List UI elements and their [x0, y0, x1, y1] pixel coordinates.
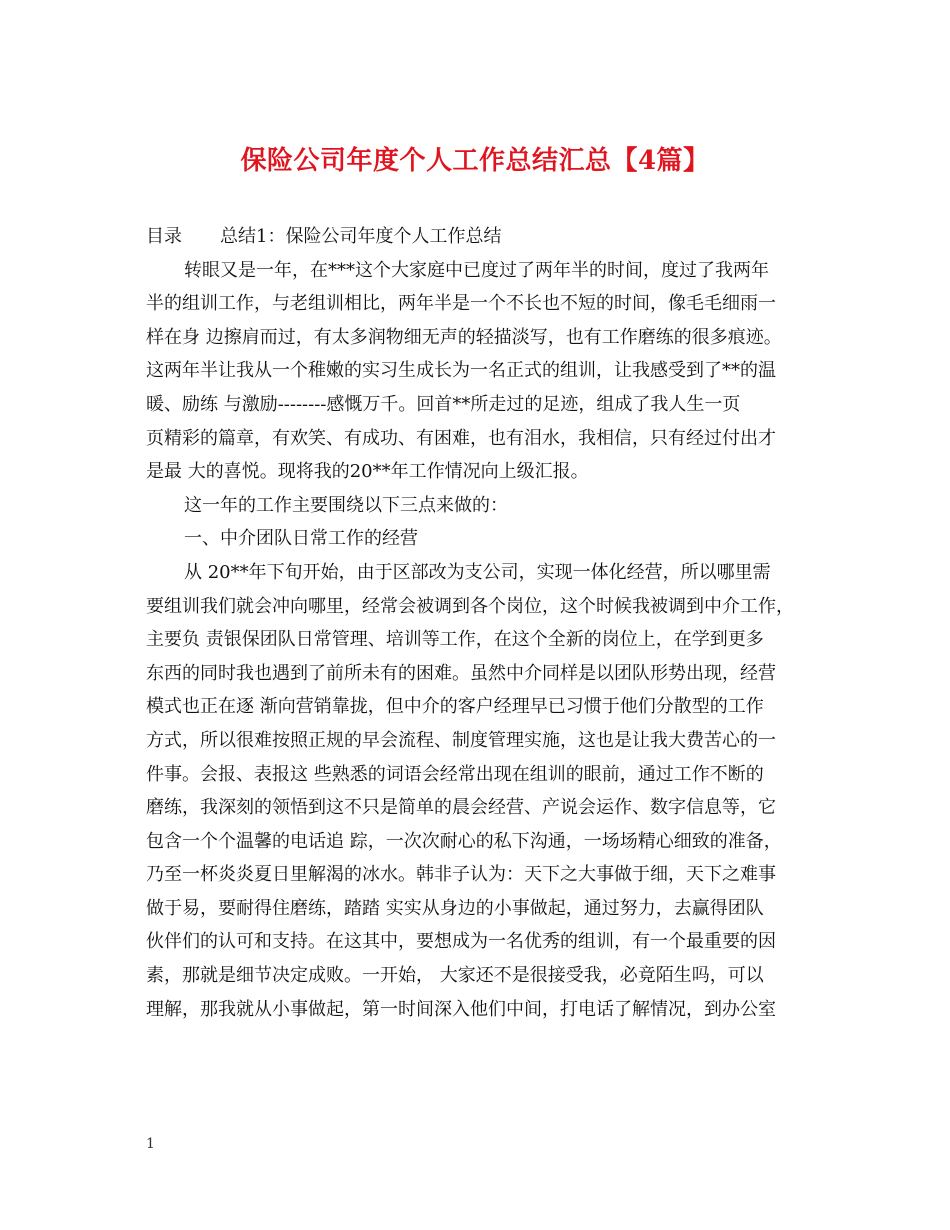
text-line: 一、中介团队日常工作的经营 — [184, 528, 418, 550]
document-title: 保险公司年度个人工作总结汇总【4篇】 — [240, 146, 710, 176]
text-line: 伙伴们的认可和支持。在这其中，要想成为一名优秀的组训，有一个最重要的因 — [146, 931, 776, 953]
text-line: 乃至一杯炎炎夏日里解渴的冰水。韩非子认为：天下之大事做于细，天下之难事 — [146, 864, 776, 886]
text-line: 主要负 责银保团队日常管理、培训等工作，在这个全新的岗位上，在学到更多 — [146, 629, 764, 651]
text-line: 东西的同时我也遇到了前所未有的困难。虽然中介同样是以团队形势出现，经营 — [146, 662, 776, 684]
text-line: 页精彩的篇章，有欢笑、有成功、有困难，也有泪水，我相信，只有经过付出才 — [146, 427, 776, 449]
text-line: 包含一个个温馨的电话追 踪，一次次耐心的私下沟通，一场场精心细致的准备， — [146, 830, 782, 852]
text-line: 做于易，要耐得住磨练，踏踏 实实从身边的小事做起，通过努力，去赢得团队 — [146, 897, 764, 919]
toc-line — [146, 220, 816, 254]
page-number: 1 — [146, 1136, 155, 1152]
text-line: 暖、励练 与激励--------感慨万千。回首**所走过的足迹，组成了我人生一页 — [146, 393, 741, 415]
text-line: 素，那就是细节决定成败。一开始， 大家还不是很接受我，必竟陌生吗，可以 — [146, 965, 764, 987]
text-line: 方式，所以很难按照正规的早会流程、制度管理实施，这也是让我大费苦心的一 — [146, 729, 776, 751]
text-line: 模式也正在逐 渐向营销靠拢，但中介的客户经理早已习惯于他们分散型的工作 — [146, 696, 764, 718]
text-line: 转眼又是一年，在***这个大家庭中已度过了两年半的时间，度过了我两年 — [184, 259, 769, 281]
body-lines — [146, 254, 816, 1027]
text-line: 这一年的工作主要围绕以下三点来做的： — [184, 494, 508, 516]
text-line: 是最 大的喜悦。现将我的20**年工作情况向上级汇报。 — [146, 461, 589, 483]
document-body — [146, 220, 816, 1026]
text-line: 半的组训工作，与老组训相比，两年半是一个不长也不短的时间，像毛毛细雨一 — [146, 293, 776, 315]
toc-label: 目录 — [146, 226, 182, 247]
text-line: 件事。会报、表报这 些熟悉的词语会经常出现在组训的眼前，通过工作不断的 — [146, 763, 764, 785]
text-line: 样在身 边擦肩而过，有太多润物细无声的轻描淡写，也有工作磨练的很多痕迹。 — [146, 326, 782, 348]
text-line: 磨练，我深刻的领悟到这不只是简单的晨会经营、产说会运作、数字信息等，它 — [146, 797, 776, 819]
text-line: 理解，那我就从小事做起，第一时间深入他们中间，打电话了解情况，到办公室 — [146, 998, 776, 1020]
text-line: 这两年半让我从一个稚嫩的实习生成长为一名正式的组训，让我感受到了**的温 — [146, 360, 776, 382]
toc-entry: 总结1：保险公司年度个人工作总结 — [220, 226, 502, 247]
text-line: 从 20**年下旬开始，由于区部改为支公司，实现一体化经营，所以哪里需 — [184, 561, 771, 583]
text-line: 要组训我们就会冲向哪里，经常会被调到各个岗位，这个时候我被调到中介工作， — [146, 595, 794, 617]
